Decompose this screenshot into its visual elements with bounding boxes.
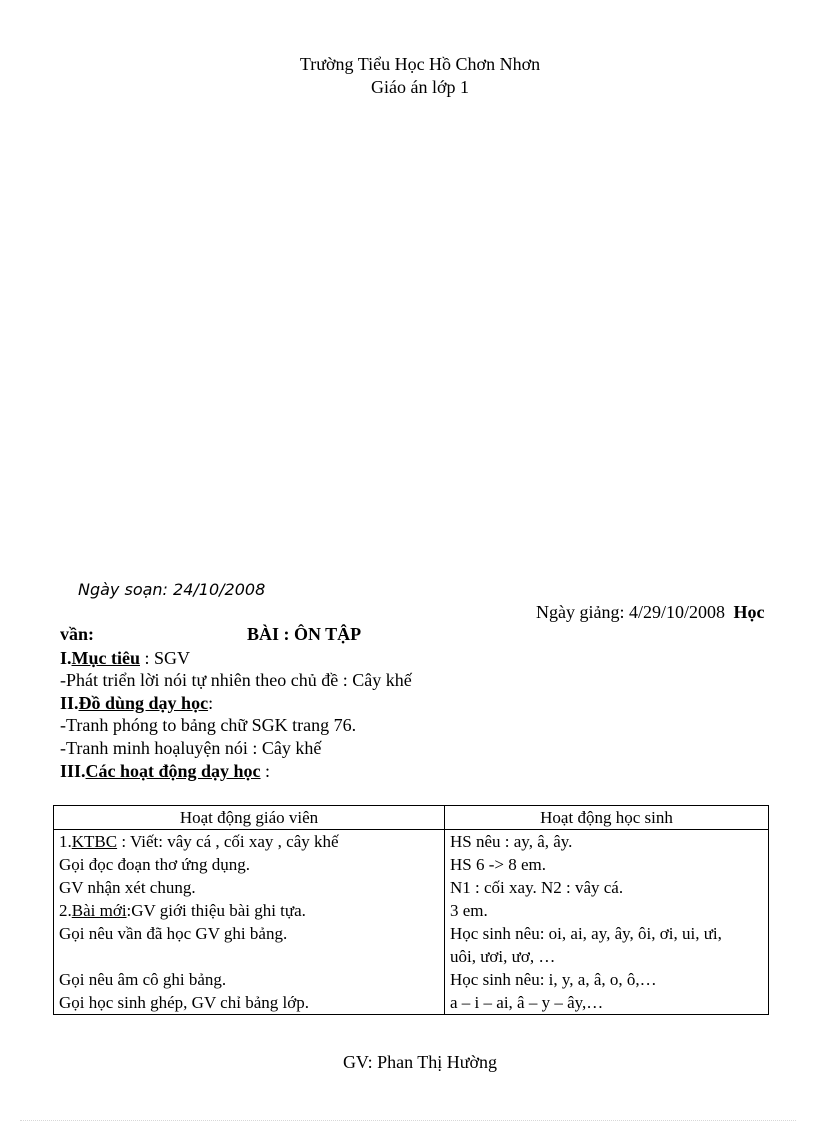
teacher-line-text: :GV giới thiệu bài ghi tựa. bbox=[126, 901, 306, 920]
taught-date: Ngày giảng: 4/29/10/2008 bbox=[536, 602, 725, 622]
activities-table bbox=[53, 805, 769, 1015]
objectives-line bbox=[60, 648, 190, 669]
materials-prefix: II. bbox=[60, 693, 79, 713]
taught-suffix: Học bbox=[733, 602, 765, 622]
materials-heading: Đồ dùng dạy học bbox=[78, 693, 209, 713]
teacher-line-prefix: 2. bbox=[59, 901, 72, 920]
student-column-header: Hoạt động học sinh bbox=[445, 806, 769, 830]
student-line: 3 em. bbox=[450, 901, 488, 920]
teacher-line-heading: KTBC bbox=[71, 832, 118, 851]
student-line: HS 6 -> 8 em. bbox=[450, 855, 546, 874]
materials-line bbox=[60, 693, 213, 714]
student-line: HS nêu : ay, â, ây. bbox=[450, 832, 573, 851]
teacher-signature: GV: Phan Thị Hường bbox=[342, 1052, 498, 1072]
table-body-row bbox=[54, 830, 769, 1015]
activities-heading: Các hoạt động dạy học bbox=[85, 761, 261, 781]
teacher-line bbox=[59, 830, 439, 853]
teacher-line: Gọi nêu âm cô ghi bảng. bbox=[59, 970, 227, 989]
teacher-line bbox=[59, 899, 439, 922]
lesson-subject: vần: bbox=[60, 624, 95, 644]
objectives-rest: : SGV bbox=[140, 648, 191, 668]
objectives-heading: Mục tiêu bbox=[71, 648, 140, 668]
school-name: Trường Tiểu Học Hồ Chơn Nhơn bbox=[299, 54, 541, 74]
teacher-line: Gọi đọc đoạn thơ ứng dụng. bbox=[59, 855, 251, 874]
activities-prefix: III. bbox=[60, 761, 86, 781]
student-activities-cell bbox=[445, 830, 769, 1015]
activities-rest: : bbox=[260, 761, 271, 781]
taught-date-line bbox=[536, 602, 764, 623]
objectives-prefix: I. bbox=[60, 648, 72, 668]
student-line-continued: uôi, ươi, ươ, … bbox=[450, 947, 556, 966]
teacher-column-header: Hoạt động giáo viên bbox=[54, 806, 445, 830]
material-2: -Tranh minh hoạluyện nói : Cây khế bbox=[60, 738, 322, 758]
teacher-line-prefix: 1. bbox=[59, 832, 72, 851]
material-1: -Tranh phóng to bảng chữ SGK trang 76. bbox=[60, 715, 357, 735]
teacher-line: Gọi nêu vần đã học GV ghi bảng. bbox=[59, 924, 288, 943]
page-bottom-divider bbox=[20, 1120, 796, 1121]
student-line: Học sinh nêu: i, y, a, â, o, ô,… bbox=[450, 970, 657, 989]
teacher-line-text: : Viết: vây cá , cối xay , cây khế bbox=[117, 832, 339, 851]
objective-1: -Phát triển lời nói tự nhiên theo chủ đề : Cây khế bbox=[60, 670, 412, 690]
student-line: N1 : cối xay. N2 : vây cá. bbox=[450, 878, 624, 897]
materials-rest: : bbox=[208, 693, 214, 713]
prepared-date: Ngày soạn: 24/10/2008 bbox=[78, 580, 266, 599]
activities-line bbox=[60, 761, 270, 782]
class-plan-title: Giáo án lớp 1 bbox=[371, 77, 469, 97]
teacher-line: GV nhận xét chung. bbox=[59, 878, 196, 897]
table-header-row bbox=[54, 806, 769, 830]
teacher-activities-cell bbox=[54, 830, 445, 1015]
student-line: a – i – ai, â – y – ây,… bbox=[450, 993, 604, 1012]
teacher-line-heading: Bài mới bbox=[71, 901, 127, 920]
lesson-title: BÀI : ÔN TẬP bbox=[247, 624, 362, 644]
teacher-line-blank bbox=[59, 945, 439, 968]
teacher-line: Gọi học sinh ghép, GV chỉ bảng lớp. bbox=[59, 993, 309, 1012]
student-line: Học sinh nêu: oi, ai, ay, ây, ôi, ơi, ui, ưi, bbox=[450, 924, 722, 943]
